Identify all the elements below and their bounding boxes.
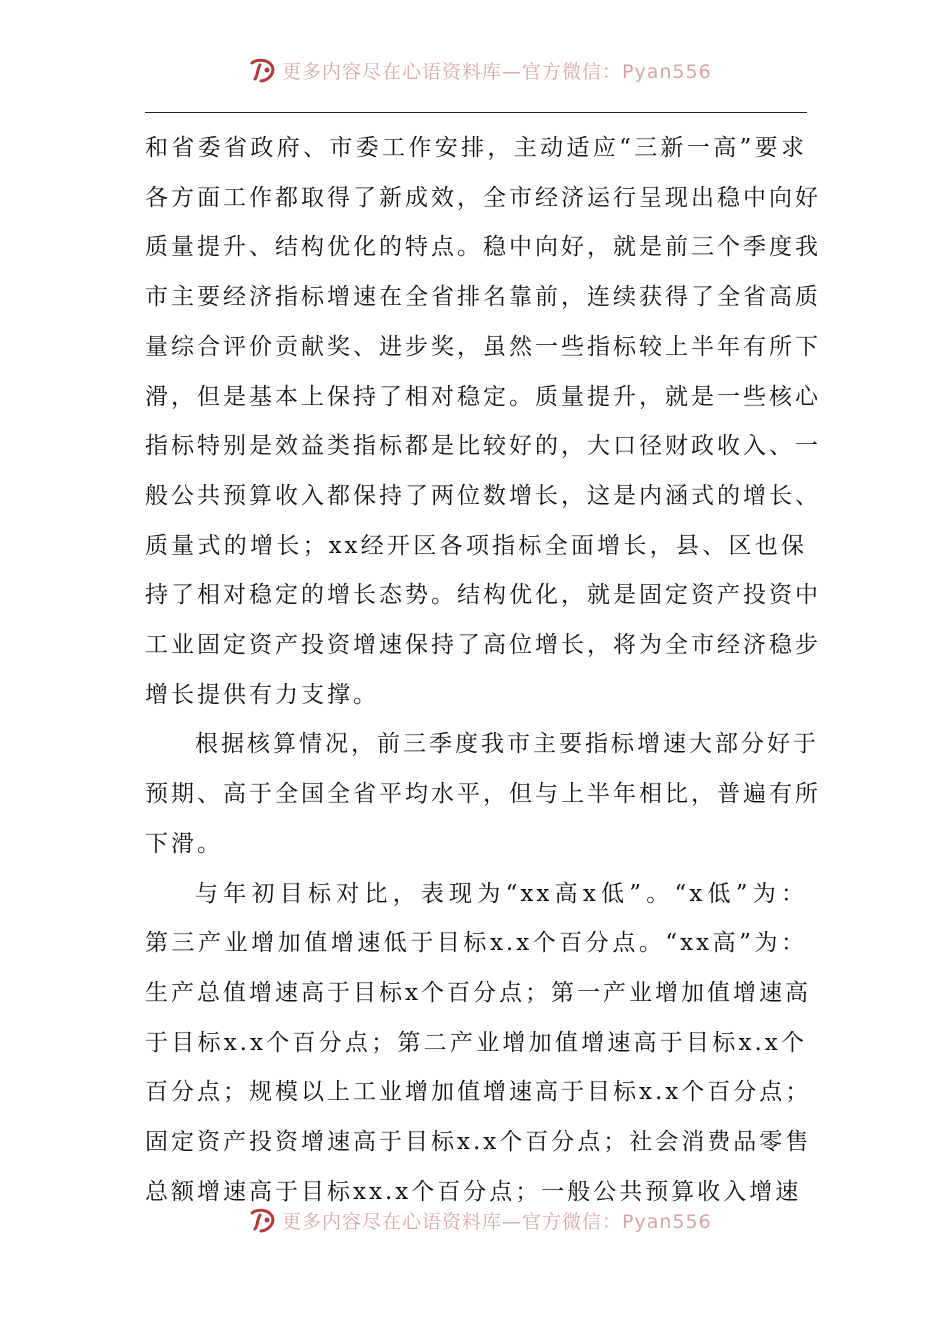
paragraph-line: 质量提升、结构优化的特点。稳中向好，就是前三个季度我 — [145, 234, 821, 261]
paragraph-line: 各方面工作都取得了新成效，全市经济运行呈现出稳中向好 — [145, 184, 821, 211]
document-body — [145, 124, 821, 1217]
watermark-text: 更多内容尽在心语资料库—官方微信：Pyan556 — [282, 1210, 712, 1233]
paragraph-line: 指标特别是效益类指标都是比较好的，大口径财政收入、一 — [145, 433, 821, 460]
header-divider — [145, 112, 807, 113]
paragraph-line: 百分点；规模以上工业增加值增速高于目标x.x个百分点； — [145, 1079, 812, 1106]
logo-icon — [248, 56, 278, 84]
paragraph-line: 和省委省政府、市委工作安排，主动适应“三新一高”要求 — [145, 135, 807, 161]
paragraph-line: 般公共预算收入都保持了两位数增长，这是内涵式的增长、 — [145, 482, 821, 509]
paragraph-line: 预期、高于全国全省平均水平，但与上半年相比，普遍有所 — [145, 781, 821, 808]
paragraph-line: 工业固定资产投资增速保持了高位增长，将为全市经济稳步 — [145, 632, 821, 659]
footer-watermark — [248, 1206, 712, 1234]
paragraph-line: 生产总值增速高于目标x个百分点；第一产业增加值增速高 — [145, 979, 811, 1006]
paragraph-line: 根据核算情况，前三季度我市主要指标增速大部分好于 — [195, 731, 819, 758]
paragraph-line: 与年初目标对比，表现为“xx高x低”。“x低”为： — [195, 880, 807, 907]
paragraph-line: 滑，但是基本上保持了相对稳定。质量提升，就是一些核心 — [145, 383, 821, 410]
paragraph-line: 总额增速高于目标xx.x个百分点；一般公共预算收入增速 — [145, 1178, 802, 1205]
header-watermark — [248, 56, 712, 84]
paragraph-line: 第三产业增加值增速低于目标x.x个百分点。“xx高”为： — [145, 930, 807, 957]
paragraph-line: 质量式的增长；xx经开区各项指标全面增长，县、区也保 — [145, 532, 807, 559]
paragraph-line: 量综合评价贡献奖、进步奖，虽然一些指标较上半年有所下 — [145, 333, 821, 360]
logo-icon — [248, 1206, 278, 1234]
paragraph-line: 持了相对稳定的增长态势。结构优化，就是固定资产投资中 — [145, 582, 821, 609]
watermark-text: 更多内容尽在心语资料库—官方微信：Pyan556 — [282, 60, 712, 83]
paragraph-line: 固定资产投资增速高于目标x.x个百分点；社会消费品零售 — [145, 1129, 812, 1156]
paragraph-line: 增长提供有力支撑。 — [145, 681, 379, 708]
paragraph-line: 于目标x.x个百分点；第二产业增加值增速高于目标x.x个 — [145, 1029, 807, 1056]
paragraph-line: 下滑。 — [145, 830, 223, 857]
paragraph-line: 市主要经济指标增速在全省排名靠前，连续获得了全省高质 — [145, 284, 821, 311]
